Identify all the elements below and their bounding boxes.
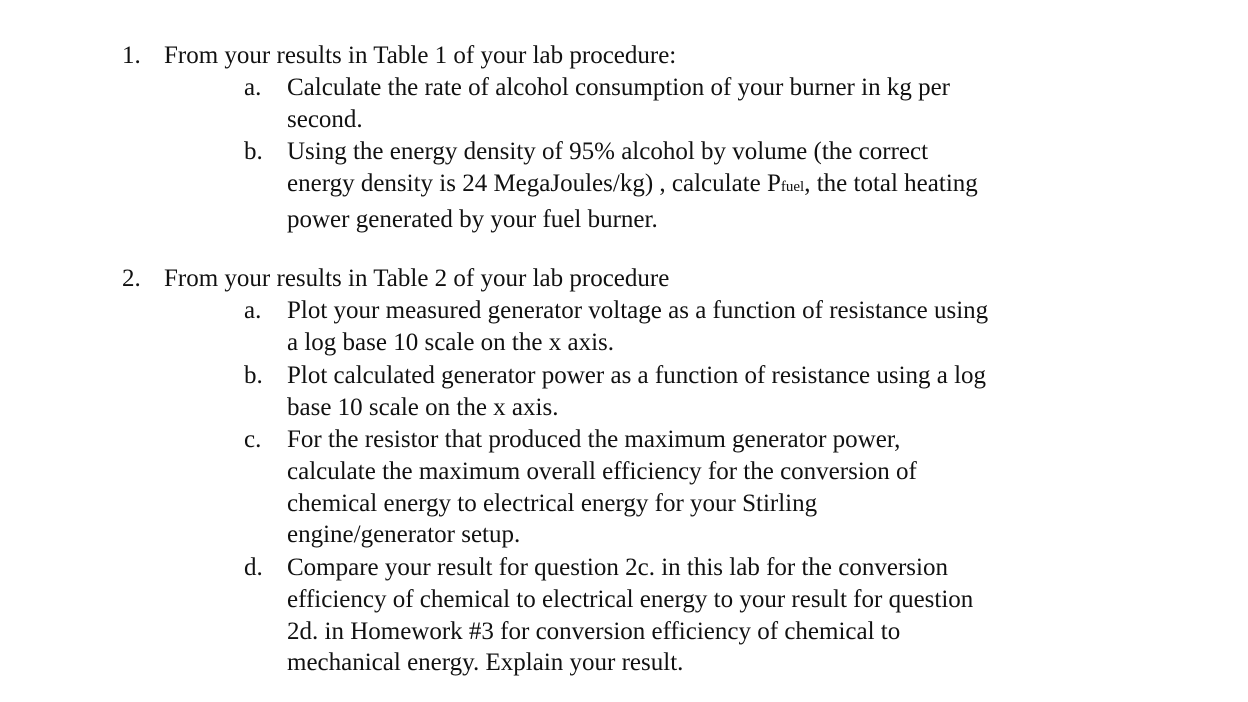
subitem-line: For the resistor that produced the maximum generator power, [287, 426, 901, 453]
subitem-text [287, 552, 1117, 679]
fuel-subscript: fuel [780, 178, 805, 195]
subitem-letter: b. [244, 138, 263, 165]
subitem-line: base 10 scale on the x axis. [287, 393, 559, 421]
question-text: From your results in Table 1 of your lab procedure: [164, 42, 677, 69]
subitem-text [287, 424, 1117, 551]
subitem-line: second. [287, 105, 363, 133]
subitem-letter: b. [244, 362, 263, 389]
subitem-line: Calculate the rate of alcohol consumption of your burner in kg per [287, 74, 950, 101]
subitem-letter: a. [244, 74, 262, 101]
subitem-text [287, 136, 1117, 235]
subitem-line: 2d. in Homework #3 for conversion efficiency of chemical to [287, 617, 901, 645]
question-text: From your results in Table 2 of your lab procedure [164, 265, 670, 292]
question-number: 1. [122, 42, 141, 69]
subitem-line-with-subscript [287, 168, 1117, 204]
subitem-line: mechanical energy. Explain your result. [287, 649, 684, 677]
question-number: 2. [122, 265, 141, 292]
subitem-line-continuation: , the total heating [804, 169, 978, 197]
subitem-text [287, 295, 1117, 359]
subitem-line: power generated by your fuel burner. [287, 205, 658, 233]
subitem-line: Using the energy density of 95% alcohol by volume (the correct [287, 138, 929, 165]
subitem-line: a log base 10 scale on the x axis. [287, 328, 614, 356]
subitem-letter: a. [244, 297, 262, 324]
subitem-text [287, 360, 1117, 424]
subitem-line-text: energy density is 24 MegaJoules/kg) , calculate P [287, 169, 781, 197]
subitem-line: engine/generator setup. [287, 521, 521, 549]
subitem-line: calculate the maximum overall efficiency for the conversion of [287, 457, 917, 485]
subitem-text [287, 72, 1117, 136]
subitem-line: Plot calculated generator power as a function of resistance using a log [287, 362, 987, 389]
subitem-line: Plot your measured generator voltage as a function of resistance using [287, 297, 989, 324]
subitem-line: Compare your result for question 2c. in this lab for the conversion [287, 554, 948, 581]
subitem-letter: c. [244, 426, 262, 453]
subitem-line: chemical energy to electrical energy for your Stirling [287, 489, 818, 517]
subitem-letter: d. [244, 554, 263, 581]
subitem-line: efficiency of chemical to electrical energy to your result for question [287, 585, 974, 613]
